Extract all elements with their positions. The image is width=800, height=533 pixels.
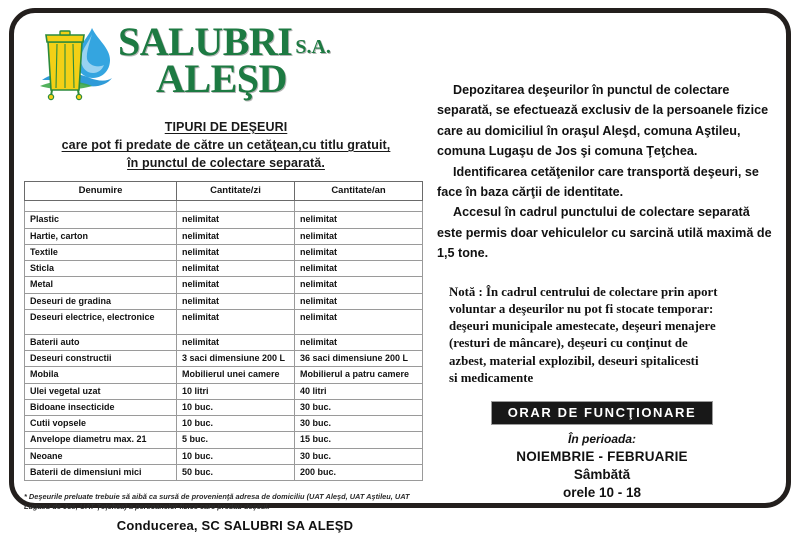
cell-per-day: nelimitat [177,228,295,244]
table-row [25,277,423,293]
cell-per-year: nelimitat [295,261,423,277]
note-line: Notă : În cadrul centrului de colectare prin aport [449,284,718,299]
schedule-day: Sâmbătă [573,467,631,483]
note-block [437,284,773,388]
cell-per-day: 10 buc. [177,416,295,432]
spacer-cell [295,201,423,212]
cell-per-year: nelimitat [295,228,423,244]
logo-wordmark [118,19,331,101]
cell-name: Plastic [25,212,177,228]
table-row [25,228,423,244]
table-row [25,261,423,277]
table-row [25,448,423,464]
cell-per-year: 30 buc. [295,448,423,464]
table-row [25,432,423,448]
right-column [437,80,773,500]
cell-per-year: nelimitat [295,293,423,309]
cell-name: Mobila [25,367,177,383]
cell-name: Baterii auto [25,334,177,350]
cell-per-day: Mobilierul unei camere [177,367,295,383]
table-row [25,334,423,350]
schedule-period-label: În perioada: [567,432,636,447]
note-line: (resturi de mâncare), deşeuri cu conţinut de [449,336,688,351]
table-body [25,201,423,481]
table-row [25,212,423,228]
cell-per-year: 40 litri [295,383,423,399]
cell-per-day: nelimitat [177,277,295,293]
left-column [24,19,428,533]
cell-per-day: nelimitat [177,212,295,228]
column-header-cantitate-an: Cantitate/an [295,182,423,201]
salubri-logo-mark [36,22,114,102]
cell-per-day: 5 buc. [177,432,295,448]
logo-word-sa: S.A. [295,36,331,58]
cell-per-day: nelimitat [177,244,295,260]
note-line: si medicamente [449,370,534,385]
cell-per-year: nelimitat [295,309,423,334]
logo-word-salubri-text: SALUBRI [118,19,293,64]
cell-per-day: nelimitat [177,293,295,309]
table-header-row [25,182,423,201]
cell-per-day: 10 litri [177,383,295,399]
footnote-text: * Deşeurile preluate trebuie să aibă ca sursă de provenienţă adresa de domiciliu (UAT Aleşd, UAT Aştileu, UAT Lugasu de Jos, UAT Ţeţchea) a persoanelor fizice care predau deşeul. [24,492,410,512]
cell-per-year: nelimitat [295,277,423,293]
schedule-months: NOIEMBRIE - FEBRUARIE [516,449,688,465]
signature-line: Conducerea, SC SALUBRI SA ALEŞD [116,517,354,533]
table-row [25,367,423,383]
cell-per-year: 36 saci dimensiune 200 L [295,351,423,367]
table-row [25,244,423,260]
rules-paragraph-1: Depozitarea deşeurilor în punctul de colectare separată, se efectuează exclusiv de la persoanele fizice care au domiciliul în oraşul Aleşd, comuna Aştileu, comuna Lugaşu de Jos şi comuna Ţeţchea. [437,83,769,159]
cell-name: Bidoane insecticide [25,399,177,415]
cell-name: Metal [25,277,177,293]
cell-per-day: nelimitat [177,309,295,334]
title-line-1: TIPURI DE DEŞEURI [164,120,288,134]
schedule-block [437,401,773,500]
note-line: azbest, material explozibil, deseuri spitalicesti [449,353,699,368]
column-header-denumire: Denumire [25,182,177,201]
table-row [25,399,423,415]
spacer-cell [177,201,295,212]
cell-per-year: 15 buc. [295,432,423,448]
table-row [25,351,423,367]
cell-per-year: nelimitat [295,212,423,228]
table-spacer-row [25,201,423,212]
table-row [25,293,423,309]
cell-name: Anvelope diametru max. 21 [25,432,177,448]
cell-per-day: 50 buc. [177,464,295,480]
table-row [25,383,423,399]
table-row [25,464,423,480]
cell-per-day: nelimitat [177,261,295,277]
rules-paragraph-2: Identificarea cetăţenilor care transportă deşeuri, se face în baza cărţii de identitate. [437,164,759,199]
cell-per-year: 30 buc. [295,416,423,432]
waste-types-table [24,181,423,481]
cell-name: Sticla [25,261,177,277]
cell-name: Deseuri constructii [25,351,177,367]
logo-word-alesd: ALEŞD [156,55,287,101]
cell-per-year: 200 buc. [295,464,423,480]
table-row [25,309,423,334]
cell-name: Neoane [25,448,177,464]
cell-name: Cutii vopsele [25,416,177,432]
cell-per-year: nelimitat [295,334,423,350]
spacer-cell [25,201,177,212]
cell-per-year: Mobilierul a patru camere [295,367,423,383]
title-line-3: în punctul de colectare separată. [127,156,325,171]
cell-per-year: 30 buc. [295,399,423,415]
cell-name: Ulei vegetal uzat [25,383,177,399]
table-title [24,118,428,172]
cell-name: Deseuri de gradina [25,293,177,309]
schedule-hours: orele 10 - 18 [562,485,642,501]
company-logo [24,19,428,106]
cell-name: Hartie, carton [25,228,177,244]
cell-name: Deseuri electrice, electronice [25,309,177,334]
schedule-banner: ORAR DE FUNCŢIONARE [491,401,714,425]
cell-name: Baterii de dimensiuni mici [25,464,177,480]
table-row [25,416,423,432]
cell-per-day: 10 buc. [177,399,295,415]
title-line-2: care pot fi predate de către un cetăţean,cu titlu gratuit, [61,138,391,153]
note-line: deşeuri municipale amestecate, deşeuri menajere [449,319,716,334]
cell-name: Textile [25,244,177,260]
cell-per-day: 3 saci dimensiune 200 L [177,351,295,367]
cell-per-year: nelimitat [295,244,423,260]
cell-per-day: nelimitat [177,334,295,350]
bin-and-waterdrop-icon [36,22,114,102]
column-header-cantitate-zi: Cantitate/zi [177,182,295,201]
rules-paragraph-3: Accesul în cadrul punctului de colectare separată este permis doar vehiculelor cu sarcină utilă maximă de 1,5 tone. [437,205,772,261]
note-line: voluntar a deşeurilor nu pot fi stocate temporar: [449,301,714,316]
cell-per-day: 10 buc. [177,448,295,464]
